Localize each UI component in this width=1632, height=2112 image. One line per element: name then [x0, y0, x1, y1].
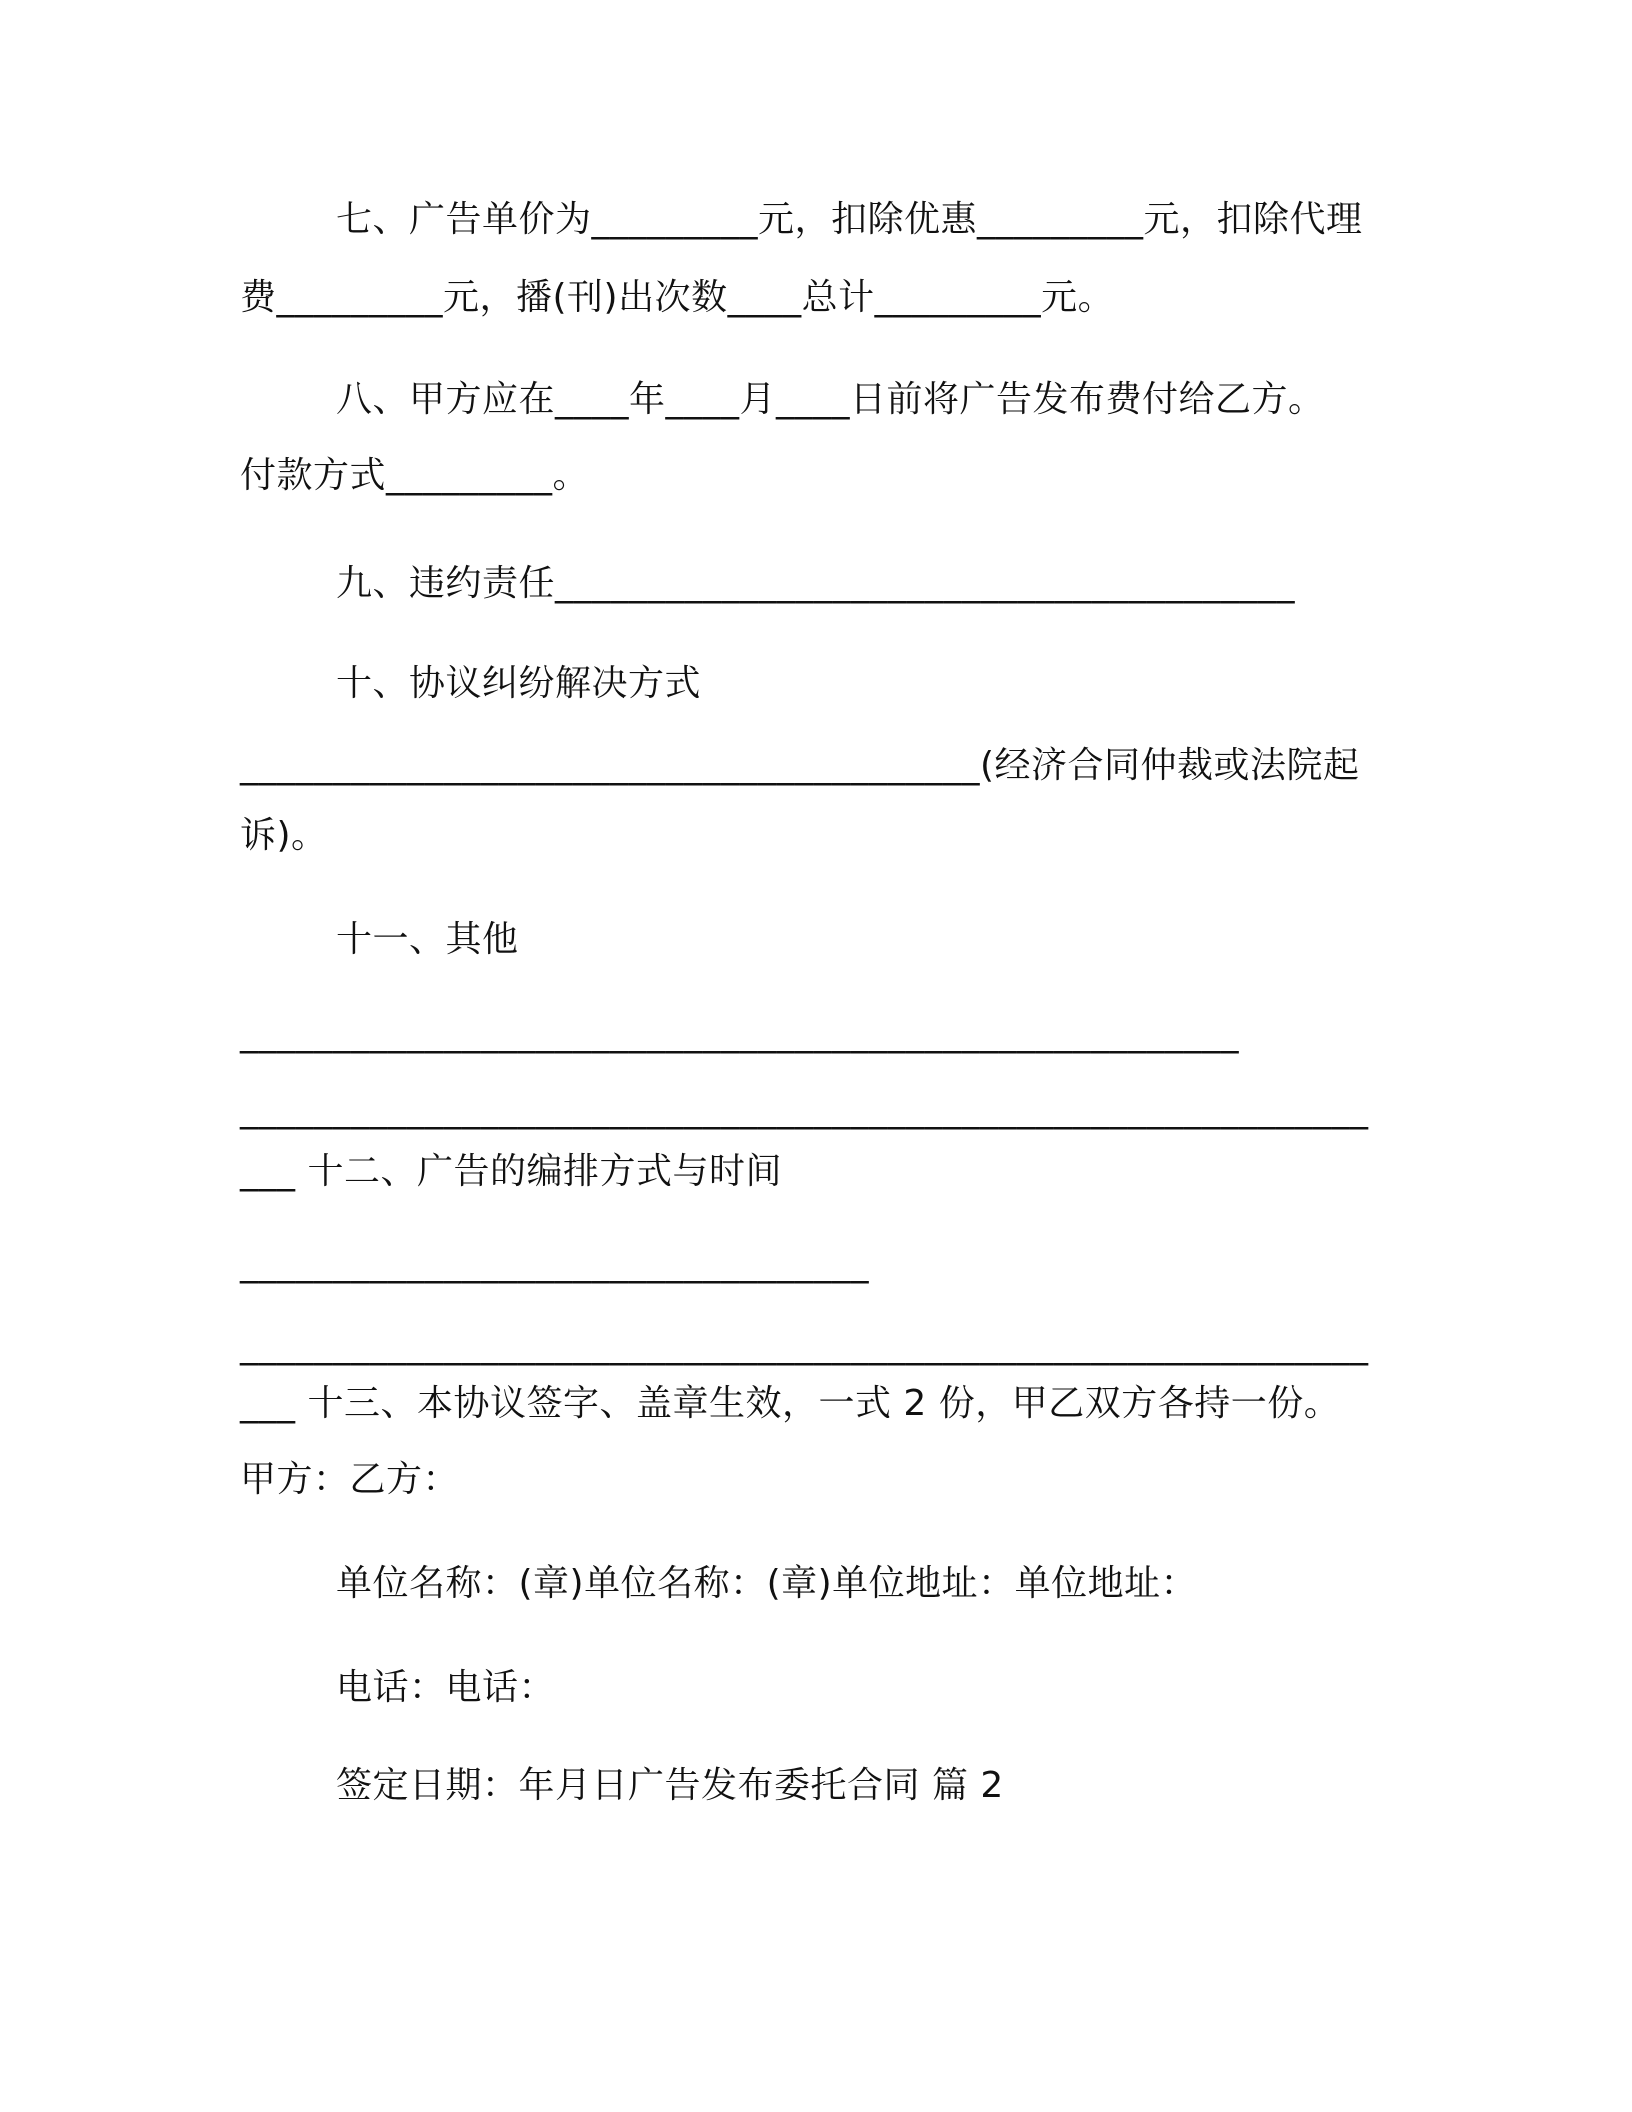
clause-12-heading: ___ 十二、广告的编排方式与时间 [240, 1151, 782, 1192]
clause-7-line-2: 费_________元，播(刊)出次数____总计_________元。 [240, 277, 1115, 318]
clause-8-line-2: 付款方式_________。 [240, 455, 590, 496]
unit-info-line: 单位名称：(章)单位名称：(章)单位地址：单位地址： [336, 1563, 1198, 1604]
clause-10-heading: 十、协议纠纷解决方式 [336, 663, 702, 704]
clause-11-blank-1: ______________________________________________________ [240, 1013, 1239, 1054]
clause-8-line-1: 八、甲方应在____年____月____日前将广告发布费付给乙方。 [336, 379, 1325, 420]
clause-13: ___ 十三、本协议签字、盖章生效，一式 2 份，甲乙双方各持一份。 [240, 1383, 1341, 1424]
phone-line: 电话：电话： [336, 1667, 556, 1708]
clause-7-line-1: 七、广告单价为_________元，扣除优惠_________元，扣除代理 [336, 199, 1363, 240]
clause-11-heading: 十一、其他 [336, 919, 519, 960]
clause-11-blank-2: _____________________________________________________________ [240, 1089, 1369, 1130]
clause-10-blank: ________________________________________(经济合同仲裁或法院起 [240, 745, 1360, 786]
clause-12-blank-2: _____________________________________________________________ [240, 1325, 1369, 1366]
party-labels: 甲方：乙方： [240, 1459, 460, 1500]
clause-9: 九、违约责任________________________________________ [336, 563, 1296, 604]
clause-12-blank-1: __________________________________ [240, 1243, 869, 1284]
sign-date-line: 签定日期：年月日广告发布委托合同 篇 2 [336, 1765, 1004, 1806]
clause-10-end: 诉)。 [240, 815, 328, 856]
